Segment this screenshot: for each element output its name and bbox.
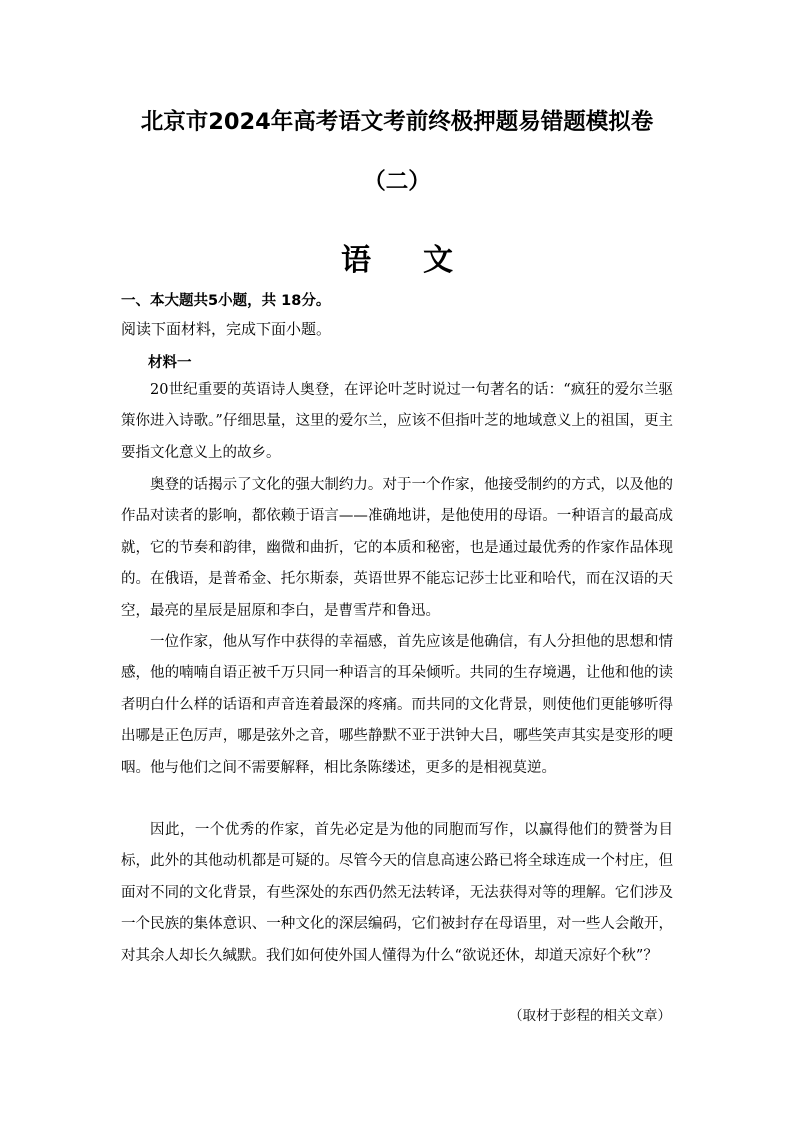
material-paragraph-1: 20世纪重要的英语诗人奥登，在评论叶芝时说过一句著名的话：“疯狂的爱尔兰驱策你进入诗歌。”仔细思量，这里的爱尔兰，应该不但指叶芝的地域意义上的祖国，更主要指文化意义上的故乡。 (121, 382, 673, 461)
section-heading: 一、本大题共5小题，共 18分。 (121, 293, 331, 309)
subject-char-2: 文 (423, 243, 453, 278)
material-label: 材料一 (148, 354, 192, 371)
exam-title: 北京市2024年高考语文考前终极押题易错题模拟卷 (140, 109, 654, 135)
material-paragraph-4: 因此，一个优秀的作家，首先必定是为他的同胞而写作，以赢得他们的赞誉为目标，此外的其他动机都是可疑的。尽管今天的信息高速公路已将全球连成一个村庄，但面对不同的文化背景，有些深处的东西仍然无法转译，无法获得对等的理解。它们涉及一个民族的集体意识、一种文化的深层编码，它们被封存在母语里，对一些人会敞开，对其余人却长久缄默。我们如何使外国人懂得为什么“欲说还休，却道天凉好个秋”？ (121, 822, 673, 964)
section-instruction: 阅读下面材料，完成下面小题。 (121, 320, 332, 338)
material-paragraph-2: 奥登的话揭示了文化的强大制约力。对于一个作家，他接受制约的方式，以及他的作品对读者的影响，都依赖于语言——准确地讲，是他使用的母语。一种语言的最高成就，它的节奏和韵律，幽微和曲折，它的本质和秘密，也是通过最优秀的作家作品体现的。在俄语，是普希金、托尔斯泰，英语世界不能忘记莎士比亚和哈代，而在汉语的天空，最亮的星辰是屈原和李白，是曹雪芹和鲁迅。 (121, 477, 673, 619)
subject-char-1: 语 (341, 243, 371, 278)
material-source: （取材于彭程的相关文章） (509, 1008, 671, 1024)
material-paragraph-3: 一位作家，他从写作中获得的幸福感，首先应该是他确信，有人分担他的思想和情感，他的喃喃自语正被千万只同一种语言的耳朵倾听。共同的生存境遇，让他和他的读者明白什么样的话语和声音连着最深的疼痛。而共同的文化背景，则使他们更能够听得出哪是正色厉声，哪是弦外之音，哪些静默不亚于洪钟大吕，哪些笑声其实是变形的哽咽。他与他们之间不需要解释，相比条陈缕述，更多的是相视莫逆。 (121, 634, 673, 776)
subject-heading (0, 235, 794, 279)
exam-subtitle: （二） (363, 169, 431, 195)
